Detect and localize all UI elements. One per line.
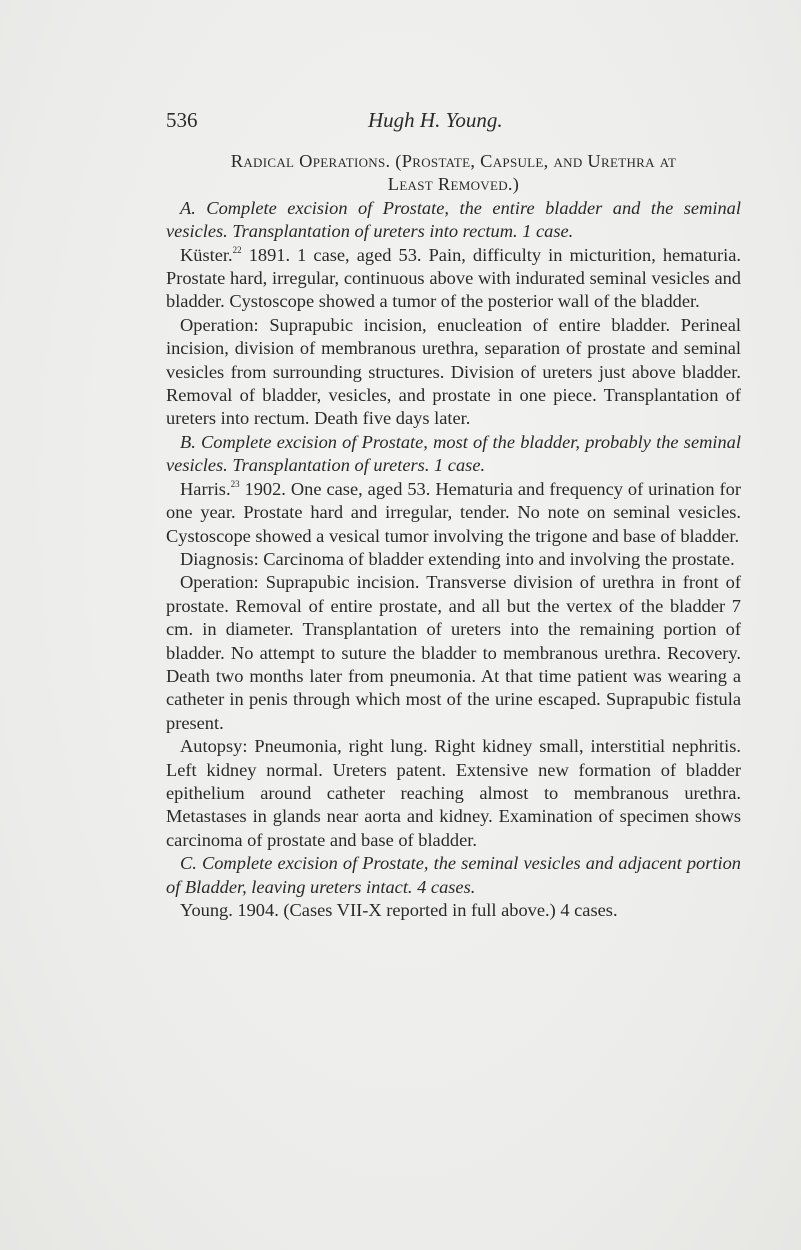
section-b-diagnosis: Diagnosis: Carcinoma of bladder extending into and involving the prostate. <box>180 548 735 569</box>
running-title: Hugh H. Young. <box>368 108 503 132</box>
footnote-ref: 22 <box>232 244 242 255</box>
section-c-title: C. Complete excision of Prostate, the seminal vesicles and adjacent portion of Bladder, leaving ureters intact. 4 cases. <box>166 853 741 897</box>
section-heading-line2: Least Removed.) <box>387 174 520 195</box>
section-heading <box>166 150 741 197</box>
page-number: 536 <box>166 108 198 132</box>
section-b-case <box>166 478 741 548</box>
case-author: Harris. <box>180 478 231 499</box>
section-a-operation: Operation: Suprapubic incision, enucleation of entire bladder. Perineal incision, division of membranous urethra, separation of prostate and seminal vesicles from surrounding structures. Division of ureters just above bladder. Removal of bladder, vesicles, and prostate in one piece. Transplantation of ureters into rectum. Death five days later. <box>166 314 741 429</box>
footnote-ref: 23 <box>230 478 240 489</box>
case-text: 1902. One case, aged 53. Hematuria and frequency of urination for one year. Prostate hard and irregular, tender. No note on seminal vesicles. Cystoscope showed a vesical tumor involving the trigone and base of bladder. <box>166 478 741 546</box>
section-b-autopsy: Autopsy: Pneumonia, right lung. Right kidney small, interstitial nephritis. Left kidney normal. Ureters patent. Extensive new formation of bladder epithelium around catheter reaching almost to membranous urethra. Metastases in glands near aorta and kidney. Examination of specimen shows carcinoma of prostate and base of bladder. <box>166 736 741 850</box>
section-a-case <box>166 244 741 314</box>
section-c-case: Young. 1904. (Cases VII-X reported in full above.) 4 cases. <box>180 900 618 920</box>
section-b-title: B. Complete excision of Prostate, most of the bladder, probably the seminal vesicles. Transplantation of ureters. 1 case. <box>166 431 741 476</box>
section-a-title: A. Complete excision of Prostate, the entire bladder and the seminal vesicles. Transplantation of ureters into rectum. 1 case. <box>166 197 741 242</box>
section-heading-line1: Radical Operations. (Prostate, Capsule, and Urethra at <box>230 151 677 171</box>
case-text: 1891. 1 case, aged 53. Pain, difficulty in micturition, hematuria. Prostate hard, irregular, continuous above with indurated seminal vesicles and bladder. Cystoscope showed a tumor of the posterior wall of the bladder. <box>166 244 741 312</box>
section-b-operation: Operation: Suprapubic incision. Transverse division of urethra in front of prostate. Removal of entire prostate, and all but the vertex of the bladder 7 cm. in diameter. Transplantation of ureters into the remaining portion of bladder. No attempt to suture the bladder to membranous urethra. Recovery. Death two months later from pneumonia. At that time patient was wearing a catheter in penis through which most of the urine escaped. Suprapubic fistula present. <box>166 572 741 733</box>
page-body <box>166 150 741 922</box>
case-author: Küster. <box>180 244 233 265</box>
